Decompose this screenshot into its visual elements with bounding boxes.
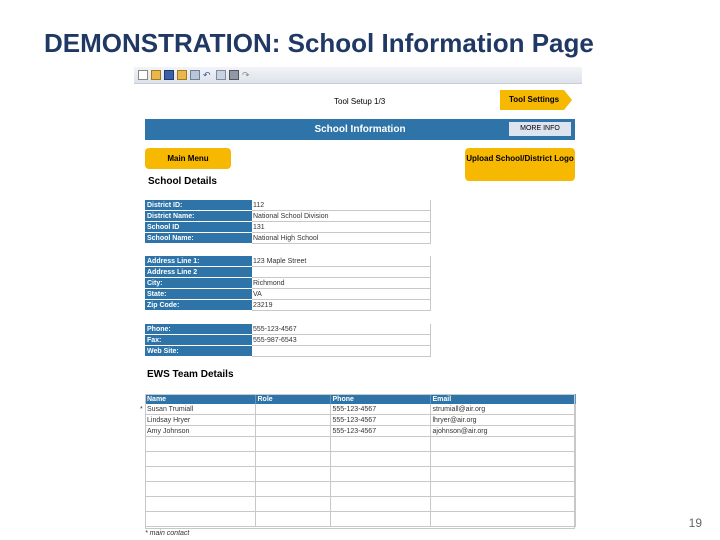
kv-row [145, 300, 431, 311]
field-label: Fax: [145, 335, 252, 346]
field-label: Address Line 1: [145, 256, 252, 267]
fax-field[interactable]: 555-987-6543 [252, 335, 431, 346]
column-header-email: Email [430, 394, 575, 404]
table-row-empty [145, 512, 575, 527]
ews-team-heading: EWS Team Details [147, 369, 234, 380]
field-label: Phone: [145, 324, 252, 335]
member-name-cell[interactable]: Lindsay Hryer [145, 415, 255, 426]
school-information-banner [145, 119, 575, 140]
column-header-role: Role [255, 394, 330, 404]
main-contact-marker: * [140, 406, 143, 413]
open-icon[interactable] [151, 70, 161, 80]
member-name-cell[interactable]: Amy Johnson [145, 426, 255, 437]
member-role-cell[interactable] [255, 404, 330, 415]
column-header-name: Name [145, 394, 255, 404]
empty-cell[interactable] [330, 482, 430, 497]
upload-logo-button[interactable]: Upload School/District Logo [465, 148, 575, 181]
folder-icon[interactable] [177, 70, 187, 80]
table-row-empty [145, 452, 575, 467]
kv-row [145, 200, 431, 211]
redo-icon[interactable]: ↷ [242, 70, 250, 80]
kv-row [145, 222, 431, 233]
field-label: City: [145, 278, 252, 289]
school-details-heading: School Details [148, 176, 217, 187]
phone-field[interactable]: 555-123-4567 [252, 324, 431, 335]
table-row-empty [145, 467, 575, 482]
page-number: 19 [688, 516, 702, 530]
undo-icon[interactable]: ↶ [203, 70, 211, 80]
setup-step-label: Tool Setup 1/3 [334, 97, 386, 106]
table-row [145, 404, 575, 415]
member-email-cell[interactable]: lhryer@air.org [430, 415, 575, 426]
school-name-field[interactable]: National High School [252, 233, 431, 244]
print-preview-icon[interactable] [190, 70, 200, 80]
empty-cell[interactable] [330, 452, 430, 467]
member-email-cell[interactable]: ajohnson@air.org [430, 426, 575, 437]
kv-row [145, 335, 431, 346]
empty-cell[interactable] [255, 452, 330, 467]
print-icon[interactable] [229, 70, 239, 80]
member-phone-cell[interactable]: 555-123-4567 [330, 404, 430, 415]
table-row-empty [145, 482, 575, 497]
tool-settings-button[interactable]: Tool Settings [500, 90, 564, 110]
empty-cell[interactable] [255, 482, 330, 497]
field-label: District Name: [145, 211, 252, 222]
kv-row [145, 211, 431, 222]
state-field[interactable]: VA [252, 289, 431, 300]
kv-row [145, 256, 431, 267]
web-site-field[interactable] [252, 346, 431, 357]
main-menu-button[interactable]: Main Menu [145, 148, 231, 169]
save-icon[interactable] [164, 70, 174, 80]
empty-cell[interactable] [430, 452, 575, 467]
empty-cell[interactable] [430, 467, 575, 482]
contact-block [145, 324, 431, 357]
empty-cell[interactable] [430, 497, 575, 512]
member-email-cell[interactable]: strumiall@air.org [430, 404, 575, 415]
district-id-field[interactable]: 112 [252, 200, 431, 211]
slide-title: DEMONSTRATION: School Information Page [44, 28, 594, 58]
empty-cell[interactable] [255, 437, 330, 452]
empty-cell[interactable] [145, 497, 255, 512]
ews-team-table [145, 394, 576, 527]
member-phone-cell[interactable]: 555-123-4567 [330, 426, 430, 437]
spellcheck-icon[interactable] [216, 70, 226, 80]
member-role-cell[interactable] [255, 415, 330, 426]
empty-cell[interactable] [145, 452, 255, 467]
school-id-field[interactable]: 131 [252, 222, 431, 233]
empty-cell[interactable] [145, 437, 255, 452]
address-block [145, 256, 431, 311]
field-label: School Name: [145, 233, 252, 244]
kv-row [145, 324, 431, 335]
empty-cell[interactable] [145, 512, 255, 527]
empty-cell[interactable] [330, 512, 430, 527]
toolbar [134, 67, 582, 84]
field-label: Web Site: [145, 346, 252, 357]
field-label: Zip Code: [145, 300, 252, 311]
table-row-empty [145, 437, 575, 452]
column-header-phone: Phone [330, 394, 430, 404]
member-role-cell[interactable] [255, 426, 330, 437]
empty-cell[interactable] [145, 467, 255, 482]
table-header-row [145, 394, 575, 404]
banner-title: School Information [314, 124, 406, 135]
empty-cell[interactable] [255, 512, 330, 527]
empty-cell[interactable] [330, 437, 430, 452]
table-row [145, 426, 575, 437]
field-label: District ID: [145, 200, 252, 211]
empty-cell[interactable] [145, 482, 255, 497]
zip-code-field[interactable]: 23219 [252, 300, 431, 311]
district-school-block [145, 200, 431, 244]
empty-cell[interactable] [430, 437, 575, 452]
member-phone-cell[interactable]: 555-123-4567 [330, 415, 430, 426]
main-contact-footnote: * main contact [145, 530, 190, 537]
kv-row [145, 289, 431, 300]
empty-cell[interactable] [430, 482, 575, 497]
field-label: State: [145, 289, 252, 300]
kv-row [145, 267, 431, 278]
new-icon[interactable] [138, 70, 148, 80]
empty-cell[interactable] [255, 497, 330, 512]
field-label: Address Line 2 [145, 267, 252, 278]
table-row-empty [145, 497, 575, 512]
city-field[interactable]: Richmond [252, 278, 431, 289]
address-line-1-field[interactable]: 123 Maple Street [252, 256, 431, 267]
empty-cell[interactable] [330, 467, 430, 482]
empty-cell[interactable] [255, 467, 330, 482]
more-info-button[interactable]: MORE INFO [509, 122, 571, 136]
kv-row [145, 233, 431, 244]
empty-cell[interactable] [330, 497, 430, 512]
table-row [145, 415, 575, 426]
member-name-cell[interactable]: Susan Trumiall [145, 404, 255, 415]
kv-row [145, 346, 431, 357]
district-name-field[interactable]: National School Division [252, 211, 431, 222]
field-label: School ID [145, 222, 252, 233]
kv-row [145, 278, 431, 289]
address-line-2-field[interactable] [252, 267, 431, 278]
embedded-screenshot [134, 67, 582, 540]
empty-cell[interactable] [430, 512, 575, 527]
